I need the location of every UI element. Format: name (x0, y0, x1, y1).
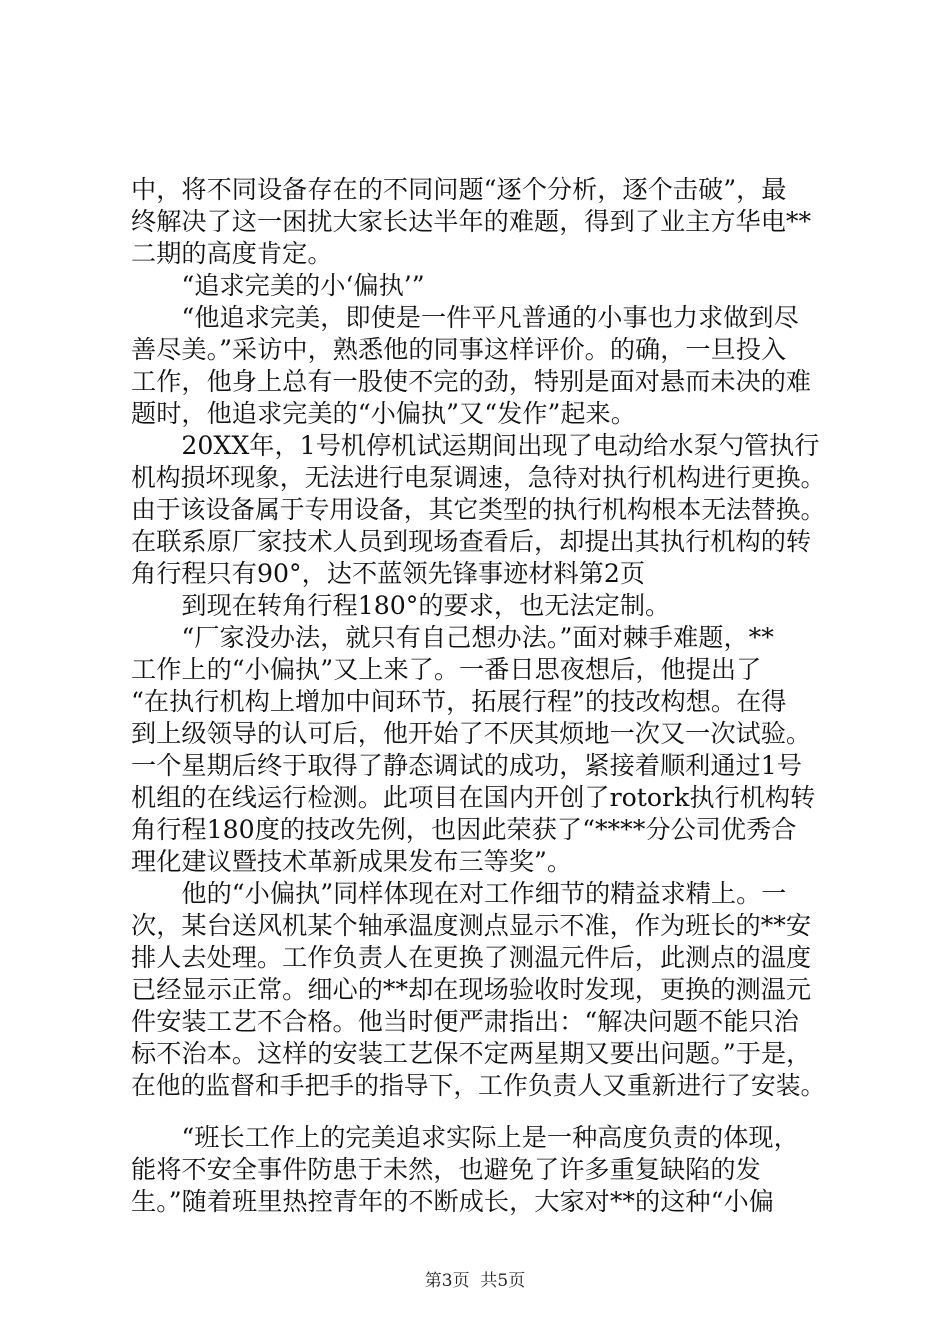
text-line: “班长工作上的完美追求实际上是一种高度负责的体现， (131, 1123, 799, 1152)
text-line: 一个星期后终于取得了静态调试的成功，紧接着顺利通过1号 (131, 751, 802, 780)
text-line: 善尽美。”采访中，熟悉他的同事这样评价。的确，一旦投入 (131, 335, 787, 364)
text-line: 排人去处理。工作负责人在更换了测温元件后，此测点的温度 (131, 943, 812, 972)
text-line: 到现在转角行程180°的要求，也无法定制。 (131, 591, 671, 620)
page-footer: 第3页 共5页 (424, 1271, 526, 1291)
text-line: 件安装工艺不合格。他当时便严肃指出：“解决问题不能只治 (131, 1007, 799, 1036)
section-heading: “追求完美的小‘偏执’” (131, 271, 425, 300)
text-line: 到上级领导的认可后，他开始了不厌其烦地一次又一次试验。 (131, 719, 812, 748)
text-line: 在他的监督和手把手的指导下，工作负责人又重新进行了安装。 (131, 1071, 826, 1100)
text-line: 角行程180度的技改先例，也因此荣获了“****分公司优秀合 (131, 815, 797, 844)
text-line: 能将不安全事件防患于未然，也避免了许多重复缺陷的发 (131, 1155, 761, 1184)
text-line: 在联系原厂家技术人员到现场查看后，却提出其执行机构的转 (131, 527, 812, 556)
text-line: “厂家没办法，就只有自己想办法。”面对棘手难题，** (131, 623, 774, 652)
text-line: 理化建议暨技术革新成果发布三等奖”。 (131, 847, 573, 876)
text-line: 机组的在线运行检测。此项目在国内开创了rotork执行机构转 (131, 783, 816, 812)
text-line: “在执行机构上增加中间环节，拓展行程”的技改构想。在得 (131, 687, 787, 716)
text-line: 题时，他追求完美的“小偏执”又“发作”起来。 (131, 399, 636, 428)
text-line: 他的“小偏执”同样体现在对工作细节的精益求精上。一 (131, 879, 787, 908)
text-line: 生。”随着班里热控青年的不断成长，大家对**的这种“小偏 (131, 1187, 774, 1216)
text-line: 二期的高度肯定。 (131, 239, 333, 268)
text-line: 工作上的“小偏执”又上来了。一番日思夜想后，他提出了 (131, 655, 762, 684)
text-line: “他追求完美，即使是一件平凡普通的小事也力求做到尽 (131, 303, 799, 332)
text-line: 20XX年，1号机停机试运期间出现了电动给水泵勺管执行 (131, 431, 820, 460)
text-line: 次，某台送风机某个轴承温度测点显示不准，作为班长的**安 (131, 911, 812, 940)
text-line: 标不治本。这样的安装工艺保不定两星期又要出问题。”于是， (131, 1039, 812, 1068)
text-line: 机构损坏现象，无法进行电泵调速，急待对执行机构进行更换。 (131, 463, 826, 492)
text-line: 已经显示正常。细心的**却在现场验收时发现，更换的测温元 (131, 975, 812, 1004)
text-line: 由于该设备属于专用设备，其它类型的执行机构根本无法替换。 (131, 495, 826, 524)
text-line: 角行程只有90°，达不蓝领先锋事迹材料第2页 (131, 559, 646, 588)
text-line: 终解决了这一困扰大家长达半年的难题，得到了业主方华电** (131, 207, 812, 236)
text-line: 中，将不同设备存在的不同问题“逐个分析，逐个击破”，最 (131, 175, 787, 204)
text-line: 工作，他身上总有一股使不完的劲，特别是面对悬而未决的难 (131, 367, 812, 396)
